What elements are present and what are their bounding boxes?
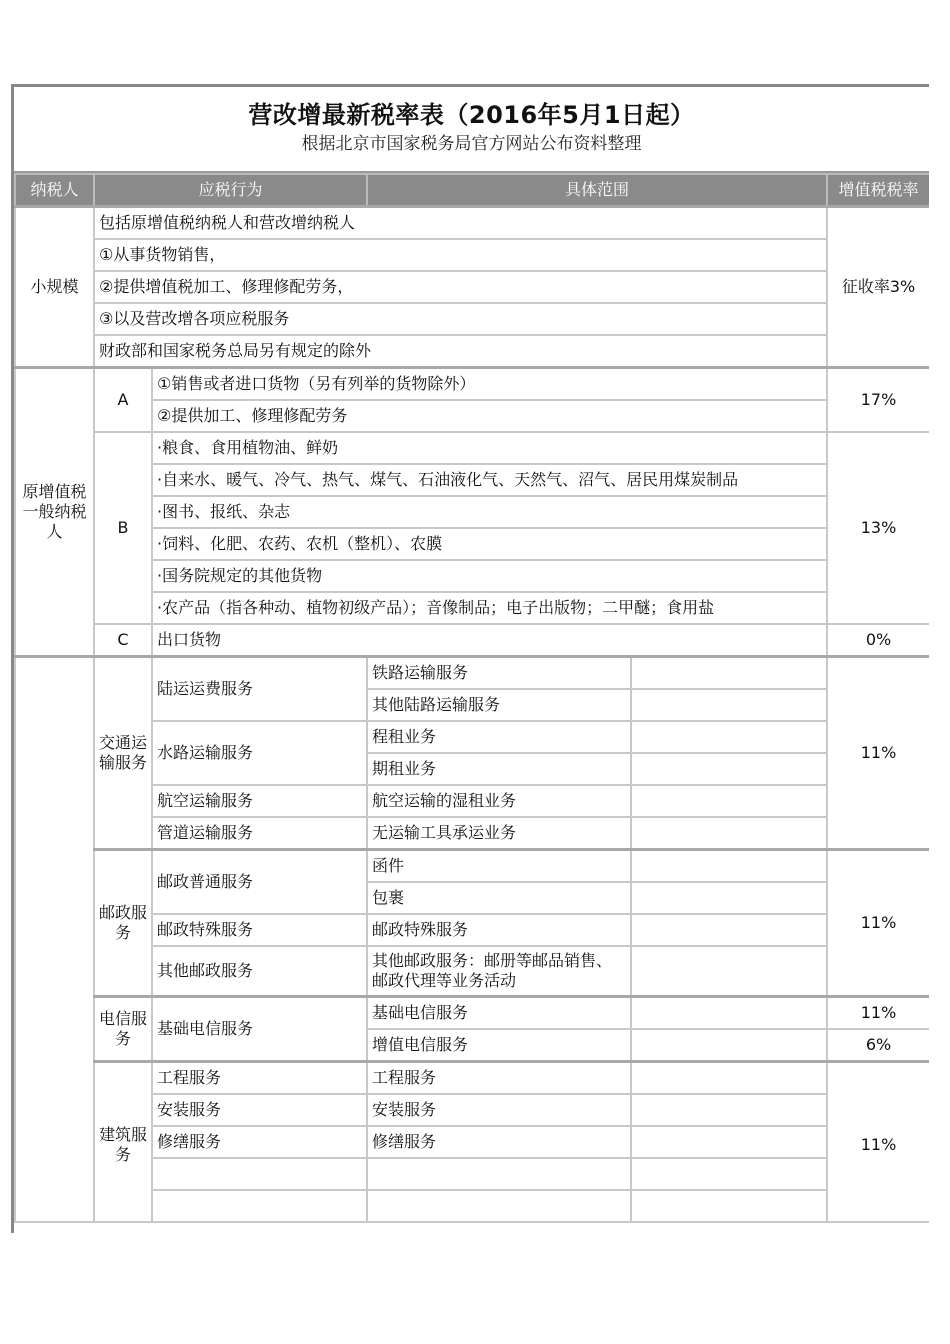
small-scale-payer: 小规模 <box>15 207 94 368</box>
scope-item: 修缮服务 <box>367 1126 631 1158</box>
class-c-line: 出口货物 <box>152 624 827 657</box>
table-row <box>15 1094 929 1126</box>
table-row <box>15 1158 929 1190</box>
empty-cell <box>631 657 827 690</box>
scope-item: 邮政特殊服务 <box>367 914 631 946</box>
pipe-transport: 管道运输服务 <box>152 817 367 850</box>
small-line: ③以及营改增各项应税服务 <box>94 303 827 335</box>
postal-category: 邮政服务 <box>94 850 152 997</box>
empty-cell <box>631 1062 827 1095</box>
table-row <box>15 657 929 690</box>
empty-cell <box>631 914 827 946</box>
scope-item: 包裹 <box>367 882 631 914</box>
scope-item: 其他陆路运输服务 <box>367 689 631 721</box>
table-row <box>15 207 929 240</box>
postal-special: 邮政特殊服务 <box>152 914 367 946</box>
table-row <box>15 303 929 335</box>
water-transport: 水路运输服务 <box>152 721 367 785</box>
empty-cell <box>631 817 827 850</box>
empty-cell <box>631 946 827 997</box>
empty-cell <box>631 785 827 817</box>
table-row <box>15 624 929 657</box>
class-b-line: ·农产品（指各种动、植物初级产品）；音像制品；电子出版物；二甲醚；食用盐 <box>152 592 827 624</box>
empty-cell <box>631 689 827 721</box>
scope-item: 函件 <box>367 850 631 883</box>
table-row <box>15 271 929 303</box>
header-row <box>15 174 929 207</box>
small-line: 包括原增值税纳税人和营改增纳税人 <box>94 207 827 240</box>
table-row <box>15 239 929 271</box>
empty-cell <box>631 850 827 883</box>
class-b-line: ·饲料、化肥、农药、农机（整机）、农膜 <box>152 528 827 560</box>
small-line: ②提供增值税加工、修理修配劳务， <box>94 271 827 303</box>
class-c-rate: 0% <box>827 624 929 657</box>
construction-item <box>152 1190 367 1222</box>
small-line: 财政部和国家税务总局另有规定的除外 <box>94 335 827 368</box>
empty-cell <box>631 1190 827 1222</box>
land-transport: 陆运运费服务 <box>152 657 367 722</box>
table-row <box>15 1190 929 1222</box>
table-row <box>15 721 929 753</box>
scope-item <box>367 1158 631 1190</box>
class-a-line: ②提供加工、修理修配劳务 <box>152 400 827 432</box>
class-b-line: ·国务院规定的其他货物 <box>152 560 827 592</box>
scope-item: 铁路运输服务 <box>367 657 631 690</box>
header-payer: 纳税人 <box>15 174 94 207</box>
table-row <box>15 560 929 592</box>
class-b-line: ·图书、报纸、杂志 <box>152 496 827 528</box>
construction-item: 修缮服务 <box>152 1126 367 1158</box>
table-row <box>15 785 929 817</box>
table-row <box>15 528 929 560</box>
empty-cell <box>631 721 827 753</box>
construction-rate: 11% <box>827 1062 929 1223</box>
tax-rate-table <box>14 173 929 1223</box>
header-scope: 具体范围 <box>367 174 827 207</box>
construction-item: 工程服务 <box>152 1062 367 1095</box>
empty-cell <box>631 753 827 785</box>
tax-rate-sheet <box>11 84 929 1233</box>
scope-item: 其他邮政服务：邮册等邮品销售、邮政代理等业务活动 <box>367 946 631 997</box>
class-b-label: B <box>94 432 152 624</box>
class-b-rate: 13% <box>827 432 929 624</box>
class-a-line: ①销售或者进口货物（另有列举的货物除外） <box>152 368 827 401</box>
table-row <box>15 914 929 946</box>
title-block <box>14 87 929 173</box>
page-title: 营改增最新税率表（2016年5月1日起） <box>248 101 695 129</box>
postal-other: 其他邮政服务 <box>152 946 367 997</box>
table-row <box>15 400 929 432</box>
small-rate: 征收率3% <box>827 207 929 368</box>
telecom-rate-value-added: 6% <box>827 1029 929 1062</box>
scope-item: 无运输工具承运业务 <box>367 817 631 850</box>
table-row <box>15 592 929 624</box>
empty-cell <box>631 1094 827 1126</box>
construction-item: 安装服务 <box>152 1094 367 1126</box>
reform-payer-empty <box>15 657 94 1223</box>
table-row <box>15 946 929 997</box>
table-row <box>15 1062 929 1095</box>
header-behavior: 应税行为 <box>94 174 367 207</box>
construction-category: 建筑服务 <box>94 1062 152 1223</box>
transport-rate: 11% <box>827 657 929 850</box>
postal-general: 邮政普通服务 <box>152 850 367 915</box>
table-row <box>15 432 929 464</box>
class-b-line: ·粮食、食用植物油、鲜奶 <box>152 432 827 464</box>
construction-item <box>152 1158 367 1190</box>
class-a-label: A <box>94 368 152 433</box>
scope-item: 安装服务 <box>367 1094 631 1126</box>
small-line: ①从事货物销售， <box>94 239 827 271</box>
table-row <box>15 997 929 1030</box>
table-row <box>15 335 929 368</box>
scope-item: 程租业务 <box>367 721 631 753</box>
class-a-rate: 17% <box>827 368 929 433</box>
postal-rate: 11% <box>827 850 929 997</box>
telecom-rate-basic: 11% <box>827 997 929 1030</box>
empty-cell <box>631 1029 827 1062</box>
empty-cell <box>631 882 827 914</box>
scope-item: 期租业务 <box>367 753 631 785</box>
scope-item: 增值电信服务 <box>367 1029 631 1062</box>
scope-item: 基础电信服务 <box>367 997 631 1030</box>
table-row <box>15 368 929 401</box>
empty-cell <box>631 1158 827 1190</box>
table-row <box>15 496 929 528</box>
table-row <box>15 464 929 496</box>
empty-cell <box>631 997 827 1030</box>
table-row <box>15 850 929 883</box>
empty-cell <box>631 1126 827 1158</box>
air-transport: 航空运输服务 <box>152 785 367 817</box>
header-rate: 增值税税率 <box>827 174 929 207</box>
transport-category: 交通运输服务 <box>94 657 152 850</box>
table-row <box>15 1126 929 1158</box>
scope-item: 航空运输的湿租业务 <box>367 785 631 817</box>
class-c-label: C <box>94 624 152 657</box>
telecom-category: 电信服务 <box>94 997 152 1062</box>
page-subtitle: 根据北京市国家税务局官方网站公布资料整理 <box>301 134 642 154</box>
scope-item: 工程服务 <box>367 1062 631 1095</box>
general-payer: 原增值税一般纳税人 <box>15 368 94 657</box>
telecom-basic: 基础电信服务 <box>152 997 367 1062</box>
scope-item <box>367 1190 631 1222</box>
table-row <box>15 817 929 850</box>
class-b-line: ·自来水、暖气、冷气、热气、煤气、石油液化气、天然气、沼气、居民用煤炭制品 <box>152 464 827 496</box>
